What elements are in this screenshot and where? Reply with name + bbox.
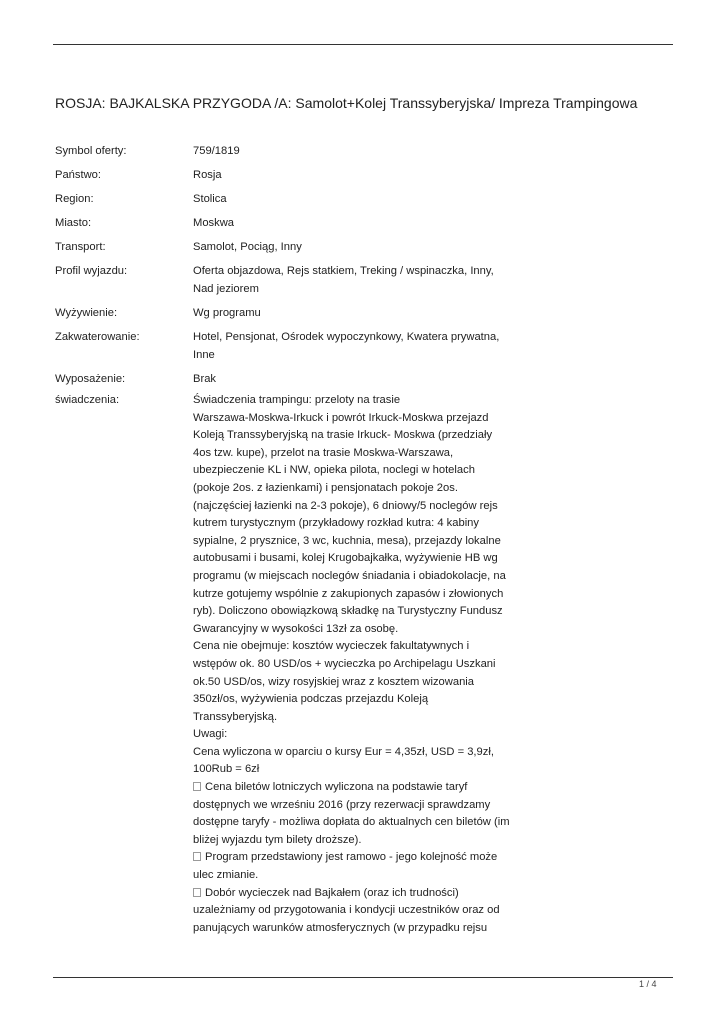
swiadczenia-line: wstępów ok. 80 USD/os + wycieczka po Archipelagu Uszkani [193,657,496,670]
page-indicator: 1 / 4 [639,979,657,989]
swiadczenia-line: dostępne taryfy - możliwa dopłata do aktualnych cen biletów (im [193,816,510,829]
swiadczenia-line: autobusami i busami, kolej Krugobajkałka, wyżywienie HB wg [193,552,498,565]
swiadczenia-label: świadczenia: [55,394,120,406]
swiadczenia-line: (najczęściej łazienki na 2-3 pokoje), 6 dniowy/5 noclegów rejs [193,499,498,512]
swiadczenia-line [193,779,513,797]
field-label: Miasto: [55,217,92,229]
swiadczenia-line: Uwagi: [193,728,228,741]
field-value [193,263,513,298]
swiadczenia-line: ubezpieczenie KL i NW, opieka pilota, noclegi w hotelach [193,464,475,477]
field-label: Wyżywienie: [55,307,118,319]
field-value: Stolica [193,193,227,205]
swiadczenia-line: dostępnych we wrześniu 2016 (przy rezerwacji sprawdzamy [193,798,491,811]
swiadczenia-line: ok.50 USD/os, wizy rosyjskiej wraz z kosztem wizowania [193,675,475,688]
bullet-box-icon [193,888,201,897]
swiadczenia-line: Cena wyliczona w oparciu o kursy Eur = 4,35zł, USD = 3,9zł, [193,745,494,758]
field-label: Transport: [55,241,106,253]
bullet-box-icon [193,852,201,861]
field-value: Moskwa [193,217,235,229]
bullet-box-icon [193,782,201,791]
swiadczenia-line: Świadczenia trampingu: przeloty na trasie [193,394,401,406]
field-value: Rosja [193,169,222,181]
top-rule [53,44,673,45]
swiadczenia-line: (pokoje 2os. z łazienkami) i pensjonatach pokoje 2os. [193,481,458,494]
swiadczenia-line: Koleją Transsyberyjską na trasie Irkuck- Moskwa (przedziały [193,429,493,442]
document-title: ROSJA: BAJKALSKA PRZYGODA /A: Samolot+Kolej Transsyberyjska/ Impreza Trampingowa [55,95,638,111]
swiadczenia-line: panujących warunków atmosferycznych (w przypadku rejsu [193,921,488,934]
field-label: Profil wyjazdu: [55,265,128,277]
swiadczenia-line-text: Dobór wycieczek nad Bajkałem (oraz ich trudności) [205,886,459,899]
field-label: Region: [55,193,94,205]
field-value-line: Inne [193,348,215,361]
swiadczenia-line: bliżej wyjazdu tym bilety droższe). [193,833,362,846]
swiadczenia-text [193,392,513,937]
swiadczenia-line: ryb). Doliczono obowiązkową składkę na Turystyczny Fundusz [193,605,503,618]
swiadczenia-line: 100Rub = 6zł [193,763,260,776]
swiadczenia-line: programu (w miejscach noclegów śniadania i obiadokolacje, na [193,569,506,582]
swiadczenia-line: 4os tzw. kupe), przelot na trasie Moskwa-Warszawa, [193,446,454,459]
swiadczenia-line: uzależniamy od przygotowania i kondycji uczestników oraz od [193,904,500,917]
swiadczenia-line-text: Program przedstawiony jest ramowo - jego kolejność może [205,851,498,864]
swiadczenia-line: ulec zmianie. [193,869,259,882]
swiadczenia-line [193,849,513,867]
swiadczenia-line: Cena nie obejmuje: kosztów wycieczek fakultatywnych i [193,640,470,653]
field-value: Wg programu [193,307,261,319]
field-value: Samolot, Pociąg, Inny [193,241,302,253]
field-value: 759/1819 [193,145,240,157]
swiadczenia-line [193,885,513,903]
field-label: Wyposażenie: [55,373,126,385]
swiadczenia-line: Transsyberyjską. [193,710,278,723]
field-value-line: Nad jeziorem [193,282,259,295]
field-label: Symbol oferty: [55,145,127,157]
swiadczenia-line: Gwarancyjny w wysokości 13zł za osobę. [193,622,399,635]
field-value-line: Hotel, Pensjonat, Ośrodek wypoczynkowy, Kwatera prywatna, [193,331,500,343]
swiadczenia-line-text: Cena biletów lotniczych wyliczona na podstawie taryf [205,781,468,794]
bottom-rule [53,977,673,978]
field-value-line: Oferta objazdowa, Rejs statkiem, Treking / wspinaczka, Inny, [193,265,494,277]
swiadczenia-line: kutrem turystycznym (przykładowy rozkład kutra: 4 kabiny [193,517,479,530]
swiadczenia-line: kutrze gotujemy wspólnie z zakupionych zapasów i złowionych [193,587,504,600]
swiadczenia-line: 350zł/os, wyżywienia podczas przejazdu Koleją [193,693,429,706]
field-label: Państwo: [55,169,102,181]
field-label: Zakwaterowanie: [55,331,140,343]
swiadczenia-line: sypialne, 2 prysznice, 3 wc, kuchnia, mesa), przejazdy lokalne [193,534,501,547]
swiadczenia-line: Warszawa-Moskwa-Irkuck i powrót Irkuck-Moskwa przejazd [193,411,489,424]
field-value [193,329,513,364]
field-value: Brak [193,373,217,385]
